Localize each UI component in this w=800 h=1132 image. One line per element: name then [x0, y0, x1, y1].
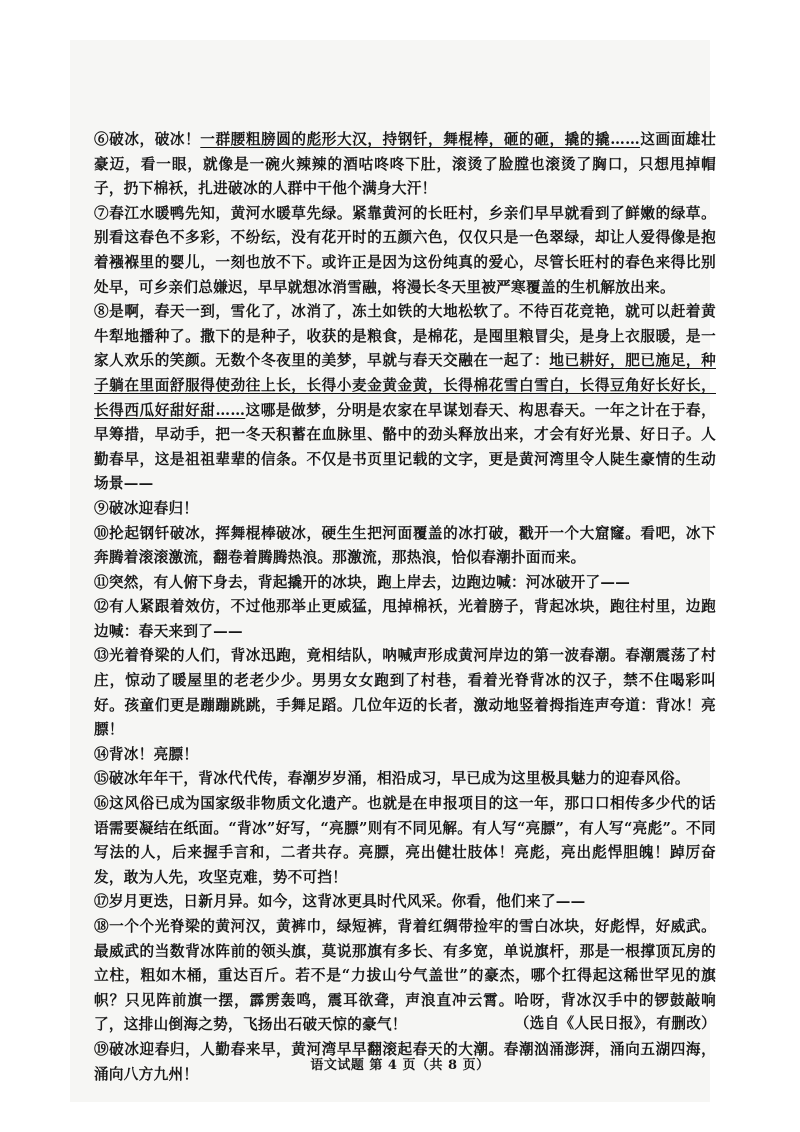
paragraph-text: ⑲破冰迎春归，人勤春来早，黄河湾早早翻滚起春天的大潮。春潮汹涌澎湃，涌向五湖四海，涌向八方九州！	[94, 1040, 716, 1083]
paragraph-text: ⑪突然，有人俯下身去，背起撬开的冰块，跑上岸去，边跑边喊：河冰破开了——	[94, 573, 631, 591]
paragraph-text: ⑫有人紧跟着效仿，不过他那举止更威猛，甩掉棉袄，光着膀子，背起冰块，跑往村里，边跑边喊：春天来到了——	[94, 598, 716, 640]
paragraph-p11	[94, 571, 716, 596]
paragraph-p6	[94, 128, 716, 202]
paragraph-text: ⑧是啊，春天一到，雪化了，冰消了，冻土如铁的大地松软了。不待百花竞艳，就可以赶着黄牛犁地播种了。撒下的是种子，收获的是粮食，是棉花，是囤里粮冒尖，是身上衣服暖，是一家人欢乐的笑颜。无数个冬夜里的美梦，早就与春天交融在一起了：	[94, 303, 716, 370]
paragraph-text: ⑦春江水暖鸭先知，黄河水暖草先绿。紧靠黄河的长旺村，乡亲们早早就看到了鲜嫩的绿草。别看这春色不多彩，不纷纭，没有花开时的五颜六色，仅仅只是一色翠绿，却让人爱得像是抱着襁褓里的婴儿，一刻也放不下。或许正是因为这份纯真的爱心，尽管长旺村的春色来得比别处早，可乡亲们总嫌迟，早早就想冰消雪融，将漫长冬天里被严寒覆盖的生机解放出来。	[94, 204, 716, 296]
paragraph-text: ⑯这风俗已成为国家级非物质文化遗产。也就是在申报项目的这一年，那口口相传多少代的话语需要凝结在纸面。“背冰”好写，“亮膘”则有不同见解。有人写“亮膘”，有人写“亮彪”。不同写法的人，后来握手言和，二者共存。亮膘，亮出健壮肢体！亮彪，亮出彪悍胆魄！踔厉奋发，敢为人先，攻坚克难，势不可挡！	[94, 795, 716, 886]
paragraph-text: 这哪是做梦，分明是农家在早谋划春天、构思春天。一年之计在于春，早筹措，早动手，把一冬天积蓄在血脉里、骼中的劲头释放出来，才会有好光景、好日子。人勤春早，这是祖祖辈辈的信条。不仅是书页里记载的文字，更是黄河湾里令人陡生豪情的生动场景——	[94, 401, 716, 493]
paragraph-text: ⑱一个个光脊梁的黄河汉，黄裤巾，绿短裤，背着红绸带捡牢的雪白冰块，好彪悍，好威武。最威武的当数背冰阵前的领头旗，莫说那旗有多长、有多宽，单说旗杆，那是一根撑顶瓦房的立柱，粗如木桶，重达百斤。若不是“力拔山兮气盖世”的豪杰，哪个扛得起这稀世罕见的旗帜？只见阵前旗一摆，霹雳轰鸣，震耳欲聋，声浪直冲云霄。哈呀，背冰汉手中的锣鼓敲响了，这排山倒海之势，飞扬出石破天惊的豪气！	[94, 918, 716, 1034]
paragraph-text: 这画面雄壮豪迈，看一眼，就像是一碗火辣辣的酒咕咚咚下肚，滚烫了脸膛也滚烫了胸口，只想甩掉帽子，扔下棉袄，扎进破冰的人群中干他个满身大汗！	[94, 131, 716, 198]
source-citation: （选自《人民日报》，有删改）	[514, 1015, 716, 1032]
paragraph-p17	[94, 890, 716, 915]
paragraph-p14	[94, 743, 716, 768]
paragraph-p13	[94, 644, 716, 742]
paragraph-text: ⑰岁月更迭，日新月异。如今，这背冰更具时代风采。你看，他们来了——	[94, 893, 586, 911]
paragraph-text: ⑬光着脊梁的人们，背冰迅跑，竟相结队，呐喊声形成黄河岸边的第一波春潮。春潮震荡了村庄，惊动了暖屋里的老老少少。男男女女跑到了村巷，看着光脊背冰的汉子，禁不住喝彩叫好。孩童们更是蹦蹦跳跳，手舞足蹈。几位年迈的长者，激动地竖着拇指连声夸道：背冰！亮膘！	[94, 647, 716, 739]
paragraph-p8	[94, 300, 716, 497]
paragraph-p15	[94, 767, 716, 792]
page-footer: 语文试题 第 4 页（共 8 页）	[310, 1058, 490, 1073]
paragraph-text: ⑩抡起钢钎破冰，挥舞棍棒破冰，硬生生把河面覆盖的冰打破，戳开一个大窟窿。看吧，冰下奔腾着滚滚激流，翻卷着腾腾热浪。那激流，那热浪，恰似春潮扑面而来。	[94, 524, 716, 567]
paragraph-text: ⑥破冰，破冰！	[94, 131, 201, 148]
underlined-text: 地已耕好，肥已施足，种子躺在里面舒服得使劲往上长，长得小麦金黄金黄，长得棉花雪白雪白，长得豆角好长好长，长得西瓜好甜好甜……	[94, 352, 716, 419]
paragraph-text: ⑨破冰迎春归！	[94, 499, 199, 517]
paragraph-text: ⑭背冰！亮膘！	[94, 745, 199, 763]
paragraph-text: ⑮破冰年年干，背冰代代传，春潮岁岁涌，相沿成习，早已成为这里极具魅力的迎春风俗。	[94, 770, 690, 788]
paragraph-p12	[94, 595, 716, 644]
underlined-text: 一群腰粗膀圆的彪形大汉，持钢钎，舞棍棒，砸的砸，撬的撬……	[200, 131, 641, 148]
article-body	[94, 128, 716, 1087]
paragraph-p9	[94, 497, 716, 522]
paragraph-p16	[94, 792, 716, 890]
paragraph-p7	[94, 202, 716, 300]
paragraph-p10	[94, 522, 716, 571]
